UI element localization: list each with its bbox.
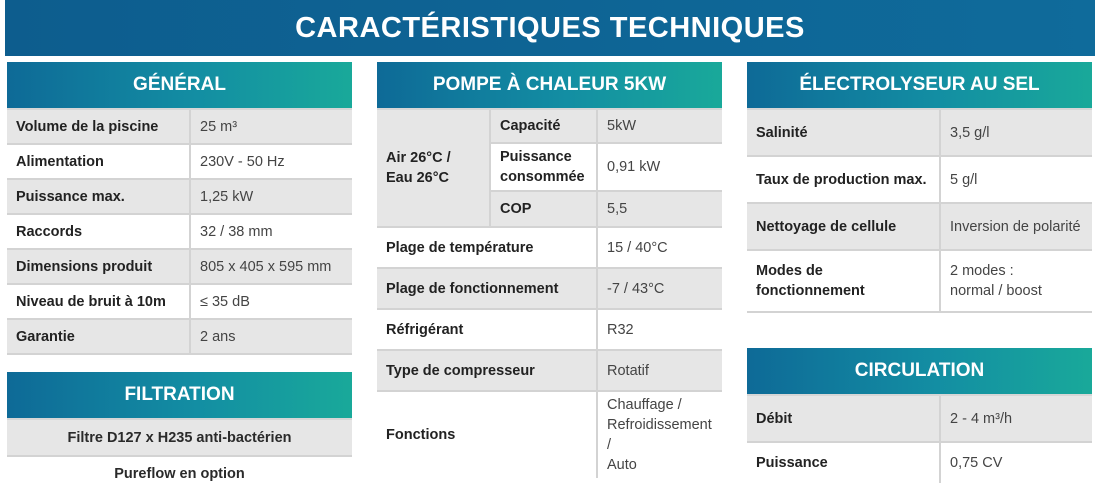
row-value: 0,91 kW [597,143,722,191]
row-value: Rotatif [597,350,722,391]
general-heading: GÉNÉRAL [7,62,352,110]
row-value: 5 g/l [940,156,1092,203]
table-row [7,456,352,491]
table-row [377,309,722,350]
row-label: Garantie [7,319,190,354]
table-row [7,144,352,179]
row-label: Capacité [490,110,597,143]
row-value: 0,75 CV [940,442,1092,483]
filtration-table [7,420,352,491]
table-row [7,319,352,354]
row-value: 25 m³ [190,110,352,144]
row-label: Filtre D127 x H235 anti-bactérien [7,420,352,456]
row-label: Alimentation [7,144,190,179]
group-label-line: Eau 26°C [386,170,450,186]
row-label: Modes de fonctionnement [747,250,940,312]
circulation-table [747,396,1092,483]
row-value: -7 / 43°C [597,268,722,309]
table-row [377,110,722,143]
table-row [7,249,352,284]
table-row [377,268,722,309]
row-label: Débit [747,396,940,442]
row-label: Puissance max. [7,179,190,214]
row-value: 2 ans [190,319,352,354]
row-value: 5,5 [597,191,722,227]
row-value [940,250,1092,312]
group-label [377,110,490,227]
filtration-heading: FILTRATION [7,372,352,420]
row-value-line: Auto [607,457,637,473]
row-label: Dimensions produit [7,249,190,284]
general-panel [7,62,352,355]
row-label [490,143,597,191]
row-label: Salinité [747,110,940,156]
electrolyseur-heading: ÉLECTROLYSEUR AU SEL [747,62,1092,110]
general-table [7,110,352,355]
row-value: 5kW [597,110,722,143]
pompe-panel [377,62,722,478]
table-row [747,110,1092,156]
row-label: COP [490,191,597,227]
table-row [7,110,352,144]
row-value-line: 2 modes : [950,263,1014,279]
row-label: Puissance [747,442,940,483]
table-row [747,156,1092,203]
row-value: ≤ 35 dB [190,284,352,319]
table-row [747,203,1092,250]
electrolyseur-panel [747,62,1092,313]
row-label: Raccords [7,214,190,249]
table-row [7,179,352,214]
row-label: Taux de production max. [747,156,940,203]
row-value: 32 / 38 mm [190,214,352,249]
row-value: 805 x 405 x 595 mm [190,249,352,284]
circulation-panel [747,348,1092,483]
table-row [7,284,352,319]
row-value: 15 / 40°C [597,227,722,268]
pompe-heading: POMPE À CHALEUR 5KW [377,62,722,110]
filtration-panel [7,372,352,491]
row-value-line: Refroidissement / [607,417,712,453]
row-label-line: consommée [500,169,585,185]
table-row [747,442,1092,483]
table-row [377,391,722,478]
row-value-line: normal / boost [950,283,1042,299]
row-value-line: Chauffage / [607,397,682,413]
row-label: Plage de température [377,227,597,268]
table-row [747,396,1092,442]
row-label-line: Puissance [500,149,572,165]
row-value: Inversion de polarité [940,203,1092,250]
page-title: CARACTÉRISTIQUES TECHNIQUES [5,0,1095,56]
row-label: Réfrigérant [377,309,597,350]
row-label: Fonctions [377,391,597,478]
circulation-heading: CIRCULATION [747,348,1092,396]
pompe-table [377,110,722,478]
table-row [7,420,352,456]
table-row [747,250,1092,312]
row-label: Type de compresseur [377,350,597,391]
row-value: 2 - 4 m³/h [940,396,1092,442]
row-label: Volume de la piscine [7,110,190,144]
group-label-line: Air 26°C / [386,150,451,166]
row-value: 1,25 kW [190,179,352,214]
table-row [7,214,352,249]
row-label: Plage de fonctionnement [377,268,597,309]
row-value: R32 [597,309,722,350]
table-row [377,227,722,268]
row-label: Nettoyage de cellule [747,203,940,250]
row-label: Pureflow en option [7,456,352,491]
row-value: 3,5 g/l [940,110,1092,156]
table-row [377,350,722,391]
electrolyseur-table [747,110,1092,313]
row-label: Niveau de bruit à 10m [7,284,190,319]
row-value [597,391,722,478]
row-value: 230V - 50 Hz [190,144,352,179]
